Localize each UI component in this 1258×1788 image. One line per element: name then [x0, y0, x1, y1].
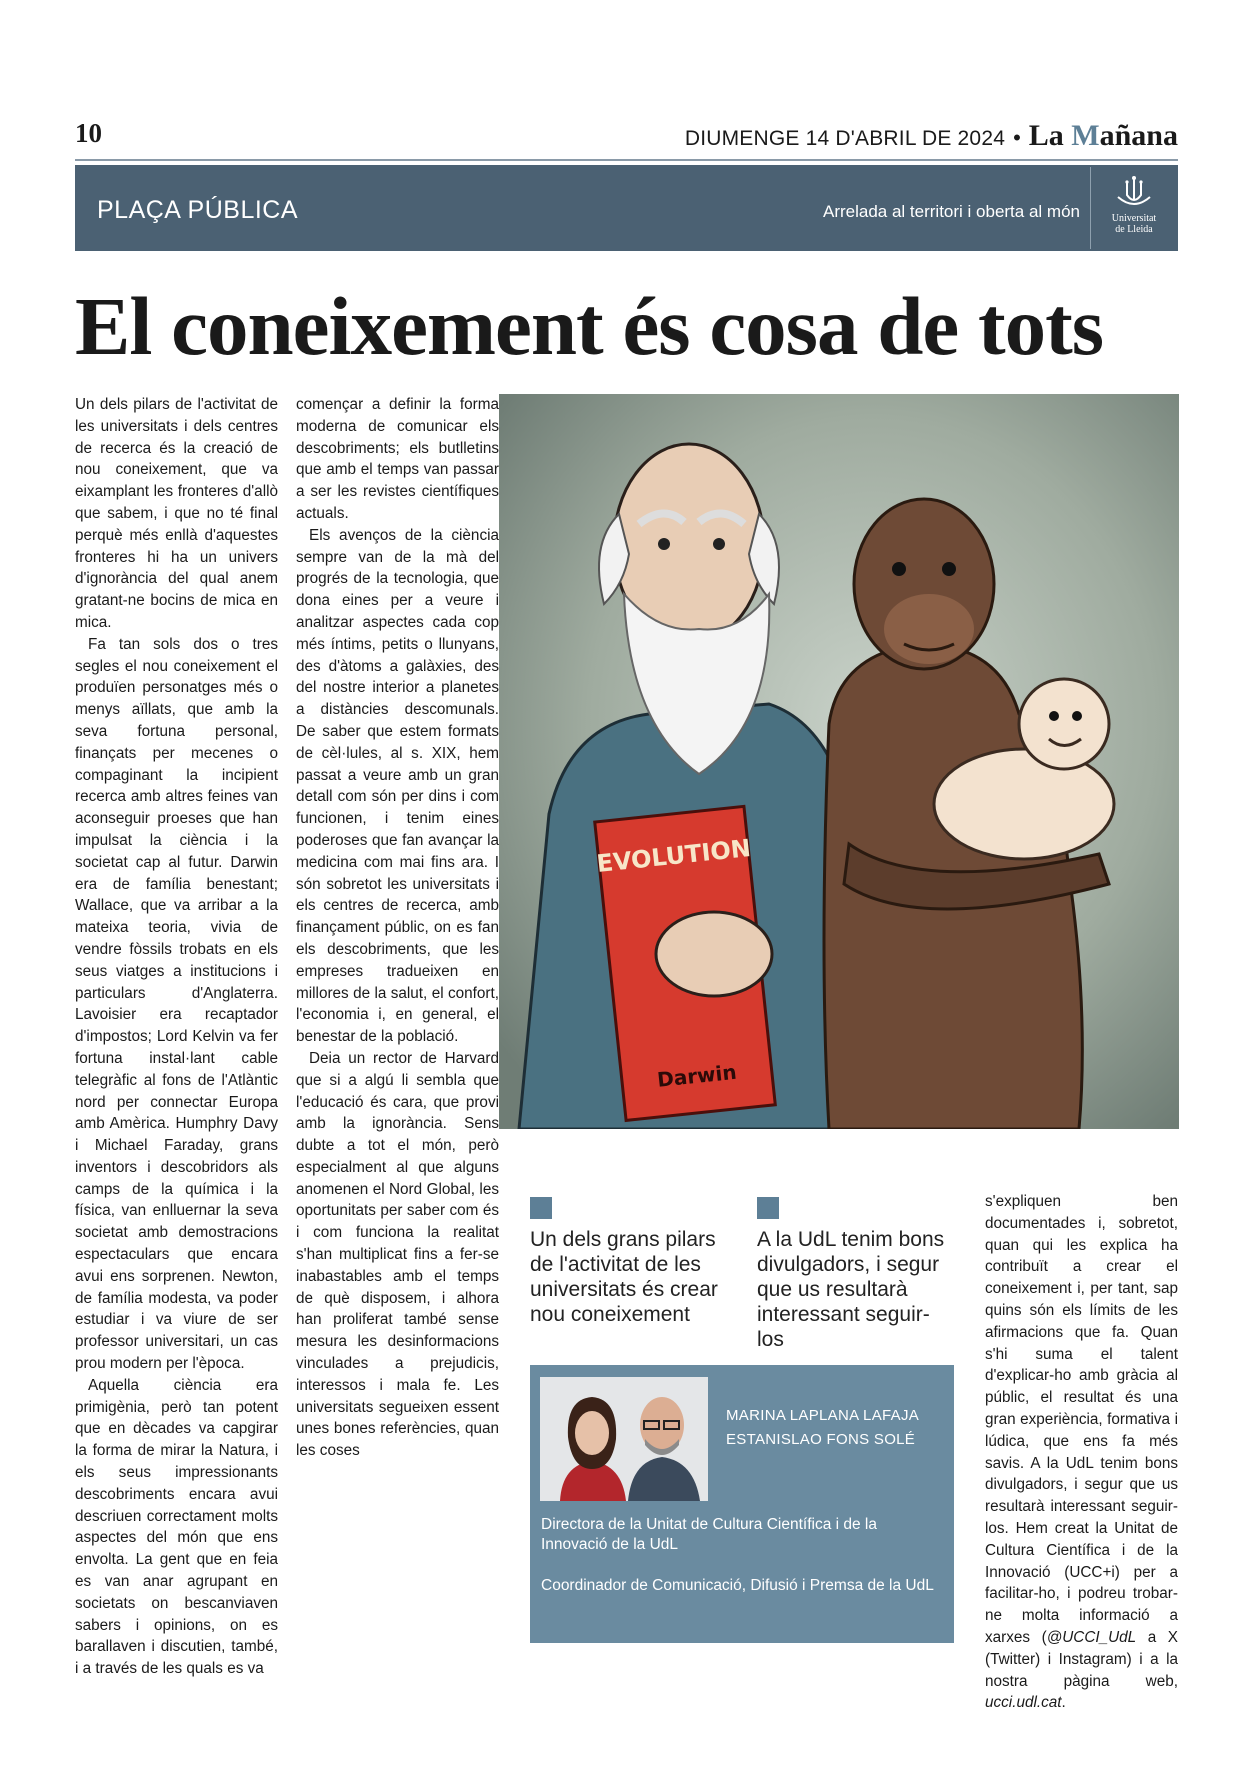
masthead-post: añana: [1099, 119, 1178, 152]
paragraph: Els avenços de la ciència sempre van de la mà del progrés de la tecnologia, que dona eines per a veure i analitzar aspectes cada cop més íntims, petits o llunyans, des d'àtoms a galàxies, des del nostre interior a planetes a distàncies descomunals. De saber que estem formats de cèl·lules, al s. XIX, hem passat a veure amb un gran detall com són per dins i com funcionen, i tenim eines poderoses que fan avançar la medicina com mai fins ara. I són sobretot les universitats i els centres de recerca, amb finançament públic, on es fan els descobriments, que les empreses tradueixen en millores de la salut, el confort, l'economia i, en general, el benestar de la població.: [296, 526, 499, 1046]
header-separator: •: [1013, 125, 1021, 150]
section-tagline: Arrelada al territori i oberta al món: [822, 202, 1080, 221]
darwin-ape-cartoon: [499, 394, 1179, 1129]
pull-quote-1: Un dels grans pilars de l'activitat de les universitats és crear nou coneixement: [530, 1228, 718, 1326]
author-photo: [540, 1377, 708, 1501]
masthead-pre: La: [1028, 119, 1072, 152]
author-role-1: Directora de la Unitat de Cultura Científica i de la Innovació de la UdL: [541, 1516, 877, 1553]
col5-text: s'expliquen ben documentades i, sobretot, quan qui les explica ha contribuït a crear el coneixement i, per tant, sap quins són els límits de les afirmacions que fa. Quan s'hi suma el talent d'explicar-ho amb gràcia al públic, el resultat és una gran experiència, formativa i lúdica, que ens fa més savis. A la UdL tenim bons divulgadors, i segur que us resultarà interessant seguir-los. Hem creat la Unitat de Cultura Científica i de la Innovació (UCC+i) per a facilitar-ho, i podreu trobar-ne molta informació a xarxes (: [985, 1193, 1178, 1646]
paragraph: [985, 1191, 1178, 1714]
website-url: ucci.udl.cat: [985, 1694, 1062, 1712]
author-name-2: ESTANISLAO FONS SOLÉ: [726, 1431, 916, 1448]
page-number: 10: [75, 118, 102, 148]
book-title: EVOLUTION: [595, 834, 753, 879]
pull-quote-marker: [757, 1197, 779, 1219]
author-portraits: [540, 1377, 708, 1501]
paragraph: Un dels pilars de l'activitat de les universitats i dels centres de recerca és la creació de nou coneixement, que va eixamplant les fronteres d'allò que sabem, i que no té final perquè més enllà d'aquestes fronteres hi ha un univers d'ignorància del qual anem gratant-ne bocins de mica en mica.: [75, 396, 278, 631]
university-crest-icon: [1112, 175, 1156, 211]
col5-end: .: [1061, 1694, 1066, 1712]
university-logo: [1090, 167, 1177, 249]
paragraph: Fa tan sols dos o tres segles el nou coneixement el produïen personatges més o menys aïllats, que amb la seva fortuna personal, finançats per mecenes o compaginant la incipient recerca amb altres feines van aconseguir proeses que han impulsat la ciència i la societat cap al futur. Darwin era de família benestant; Wallace, que va arribar a la mateixa teoria, vivia de vendre fòssils trobats en els seus viatges a institucions i particulars d'Anglaterra. Lavoisier era recaptador d'impostos; Lord Kelvin va fer fortuna instal·lant cable telegràfic al fons de l'Atlàntic nord per connectar Europa amb Amèrica. Humphry Davy i Michael Faraday, grans inventors i descobridors als camps de la química i la física, van enlluernar la seva societat amb demostracions espectaculars que encara avui ens sorprenen. Newton, de família modesta, va poder estudiar i va viure de ser professor universitari, un cas prou modern per l'època.: [75, 635, 278, 1373]
author-box: [530, 1365, 954, 1643]
masthead-m: M: [1071, 119, 1100, 152]
cartoon-illustration: [499, 394, 1179, 1129]
body-column-1: [75, 394, 278, 1680]
section-name: PLAÇA PÚBLICA: [97, 196, 299, 224]
header-right: [685, 119, 1178, 153]
social-handle: @UCCI_UdL: [1046, 1628, 1137, 1646]
paragraph: Deia un rector de Harvard que si a algú li sembla que l'educació és cara, que provi amb la ignorància. Sens dubte a tot el món, però especialment al que alguns anomenen el Nord Global, les oportunitats per saber com és i com funciona la realitat s'han multiplicat fins a fer-se inabastables amb el temps de què disposem, i alhora han proliferat també sense mesura les desinformacions vinculades a prejudicis, interessos i mala fe. Les universitats segueixen essent unes bones referències, quan les coses: [296, 1049, 499, 1460]
newspaper-masthead: [1029, 119, 1178, 153]
body-column-5: [985, 1191, 1178, 1714]
headline: El coneixement és cosa de tots: [75, 280, 1104, 372]
pull-quote-2: A la UdL tenim bons divulgadors, i segur que us resultarà interessant seguir-los: [757, 1228, 945, 1351]
book-author: Darwin: [656, 1059, 738, 1092]
pull-quote-marker: [530, 1197, 552, 1219]
header-rule: [75, 159, 1178, 161]
logo-text-line1: Universitat: [1111, 213, 1157, 224]
body-column-2: [296, 394, 499, 1462]
col5-mid: a X (Twitter) i Instagram) i a la nostra pàgina web,: [985, 1628, 1178, 1690]
issue-date: DIUMENGE 14 D'ABRIL DE 2024: [684, 127, 1006, 150]
author-name-1: MARINA LAPLANA LAFAJA: [726, 1407, 920, 1424]
author-role-2: Coordinador de Comunicació, Difusió i Premsa de la UdL: [541, 1577, 934, 1594]
logo-text-line2: de Lleida: [1115, 224, 1153, 235]
paragraph: començar a definir la forma moderna de comunicar els descobriments; els butlletins que amb el temps van passar a ser les revistes científiques actuals.: [296, 396, 499, 522]
paragraph: Aquella ciència era primigènia, però tan potent que en dècades va capgirar la forma de mirar la Natura, i els seus impressionants descobriments encara avui descriuen correctament molts aspectes del món que ens envolta. La gent que en feia es van anar agrupant en societats on bescanviaven sabers i opinions, on es barallaven i discutien, també, i a través de les quals es va: [75, 1376, 278, 1678]
